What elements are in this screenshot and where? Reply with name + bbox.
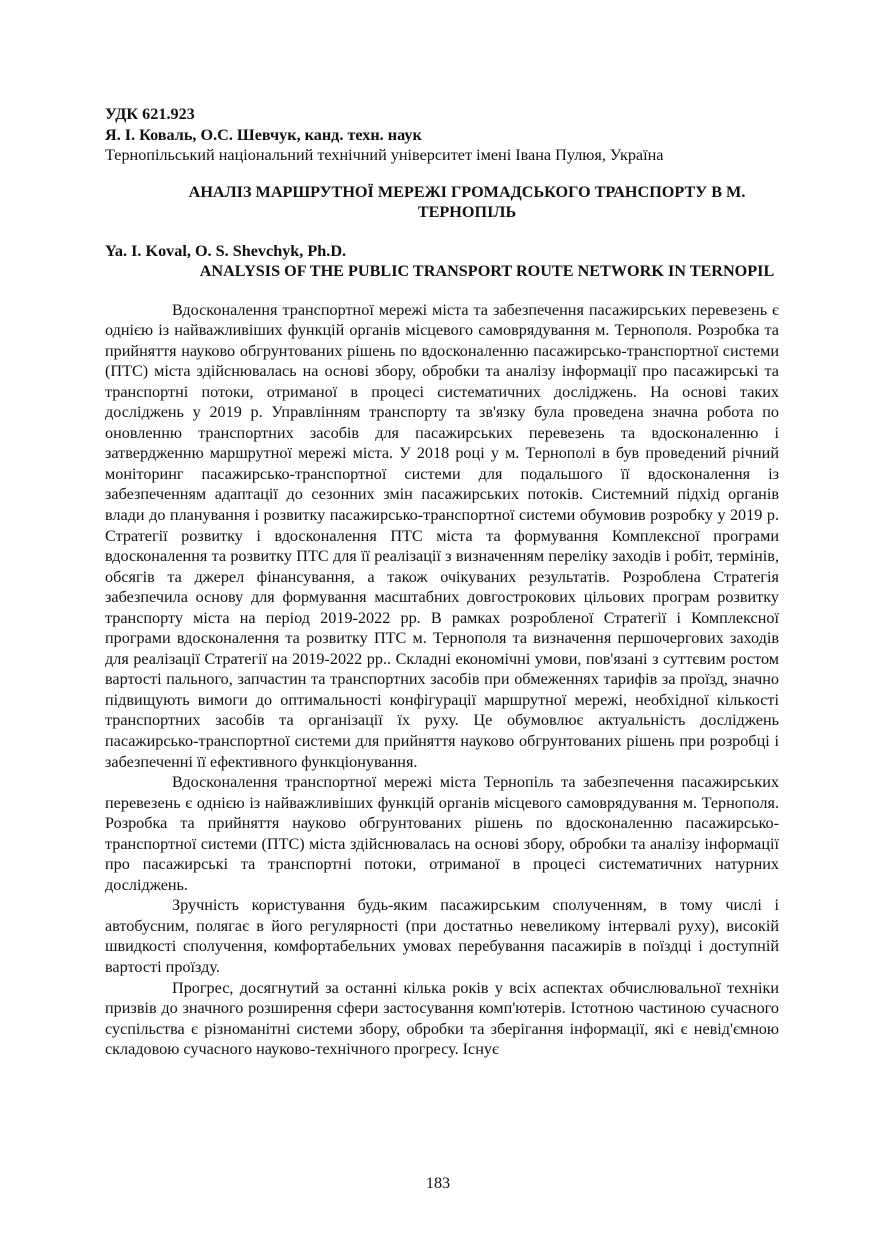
paragraph-1: Вдосконалення транспортної мережі міста та забезпечення пасажирських перевезень є однією із найважливіших функцій органів місцевого самоврядування м. Тернополя. Розробка та прийняття науково обгрунтованих рішень по вдосконаленню пасажирсько-транспортної системи (ПТС) міста здійснювалась на основі збору, обробки та аналізу інформації про пасажирські та транспортні потоки, отриманої в процесі систематичних досліджень. На основі таких досліджень у 2019 р. Управлінням транспорту та зв'язку була проведена значна робота по оновленню транспортних засобів для пасажирських перевезень та вдосконаленню і затвердженню маршрутної мережі міста. У 2018 році у м. Тернополі в був проведений річний моніторинг пасажирсько-транспортної системи для подальшого її вдосконалення із забезпеченням адаптації до сезонних змін пасажирських потоків. Системний підхід органів влади до планування і розвитку пасажирсько-транспортної системи обумовив розробку у 2019 р. Стратегії розвитку і вдосконалення ПТС міста та формування Комплексної програми вдосконалення та розвитку ПТС для її реалізації з визначенням переліку заходів і робіт, термінів, обсягів та джерел фінансування, а також очікуваних результатів. Розроблена Стратегія забезпечила основу для формування масштабних довгострокових цільових програм розвитку транспорту міста на період 2019-2022 рр. В рамках розробленої Стратегії і Комплексної програми вдосконалення та розвитку ПТС м. Тернополя та визначення першочергових заходів для реалізації Стратегії на 2019-2022 рр.. Складні економічні умови, пов'язані з суттєвим ростом вартості пального, запчастин та транспортних засобів при обмеженнях тарифів за проїзд, значно підвищують вимоги до оптимальності конфігурації маршрутної мережі, необхідної кількості транспортних засобів та організації їх руху. Це обумовлює актуальність досліджень пасажирсько-транспортної системи для прийняття науково обгрунтованих рішень при розробці і забезпеченні її ефективного функціонування. bbox=[105, 300, 779, 771]
udk-code: УДК 621.923 bbox=[105, 105, 195, 123]
title-ua: АНАЛІЗ МАРШРУТНОЇ МЕРЕЖІ ГРОМАДСЬКОГО ТРАНСПОРТУ В М. ТЕРНОПІЛЬ bbox=[188, 182, 746, 221]
paper-page bbox=[105, 104, 779, 1060]
paragraph-4: Прогрес, досягнутий за останні кілька років у всіх аспектах обчислювальної техніки призвів до значного розширення сфери застосування комп'ютерів. Істотною частиною сучасного суспільства є різноманітні системи збору, обробки та зберігання інформації, які є невід'ємною складовою сучасного науково-технічного прогресу. Існує bbox=[105, 978, 779, 1059]
page-number: 183 bbox=[425, 1174, 451, 1192]
paragraph-3: Зручність користування будь-яким пасажирським сполученням, в тому числі і автобусним, полягає в його регулярності (при достатньо невеликому інтервалі руху), високій швидкості сполучення, комфортабельних умовах перебування пасажирів в поїздці і доступній вартості проїзду. bbox=[105, 896, 779, 976]
body-text bbox=[105, 300, 779, 1060]
paragraph-2: Вдосконалення транспортної мережі міста Тернопіль та забезпечення пасажирських перевезень є однією із найважливіших функцій органів місцевого самоврядування м. Тернополя. Розробка та прийняття науково обгрунтованих рішень по вдосконаленню пасажирсько-транспортної системи (ПТС) міста здійснювалась на основі збору, обробки та аналізу інформації про пасажирські та транспортні потоки, отриманої в процесі систематичних натурних досліджень. bbox=[105, 773, 779, 894]
authors-ua: Я. І. Коваль, О.С. Шевчук, канд. техн. наук bbox=[105, 125, 422, 144]
title-en: ANALYSIS OF THE PUBLIC TRANSPORT ROUTE NETWORK IN TERNOPIL bbox=[199, 262, 775, 280]
affiliation: Тернопільський національний технічний університет імені Івана Пулюя, Україна bbox=[105, 146, 664, 164]
authors-en: Ya. I. Koval, O. S. Shevchyk, Ph.D. bbox=[105, 241, 347, 260]
